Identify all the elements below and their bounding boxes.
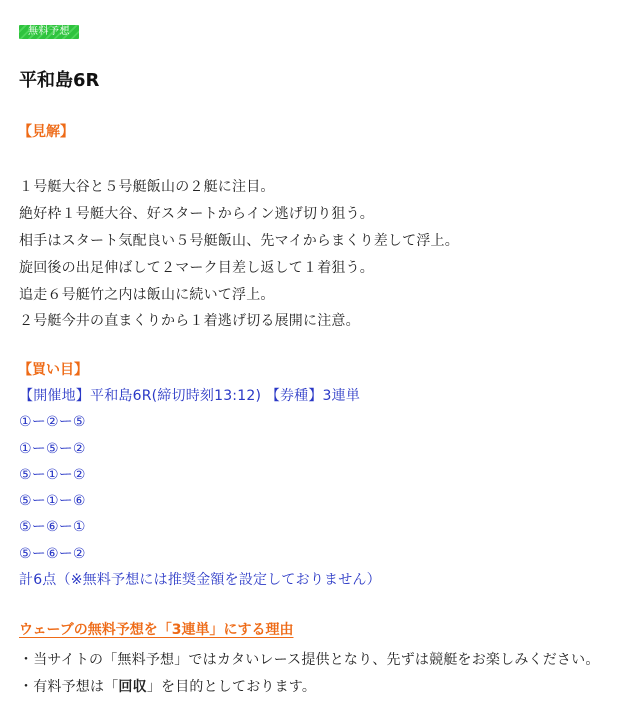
bet-combination: ①ー⑤ー② — [19, 441, 86, 457]
bet-combination: ⑤ー⑥ー② — [19, 546, 86, 562]
reason-line-1: ・当サイトの「無料予想」ではカタいレース提供となり、先ずは競艇をお楽しみください。 — [19, 652, 600, 668]
view-line: ２号艇今井の直まくりから１着逃げ切る展開に注意。 — [19, 313, 360, 329]
view-heading: 【見解】 — [18, 124, 74, 140]
bet-total: 計6点（※無料予想には推奨金額を設定しておりません） — [19, 572, 381, 588]
reason-line-2-suffix: 」を目的としております。 — [146, 679, 317, 695]
view-line: 相手はスタート気配良い５号艇飯山、先マイからまくり差して浮上。 — [19, 233, 459, 249]
reason-line-2-prefix: ・有料予想は「 — [19, 679, 119, 695]
bet-combination: ①ー②ー⑤ — [19, 414, 86, 430]
reason-line-2-emphasis: 回収 — [118, 679, 147, 695]
buy-heading: 【買い目】 — [18, 362, 88, 378]
bet-combination: ⑤ー①ー② — [19, 467, 86, 483]
bet-combination: ⑤ー⑥ー① — [19, 519, 86, 535]
view-line: 絶好枠１号艇大谷、好スタートからイン逃げ切り狙う。 — [19, 206, 374, 222]
venue-info: 【開催地】平和島6R(締切時刻13:12) 【券種】3連単 — [19, 388, 361, 404]
reason-heading: ウェーブの無料予想を「3連単」にする理由 — [19, 622, 294, 638]
view-line: 追走６号艇竹之内は飯山に続いて浮上。 — [19, 287, 275, 303]
view-line: １号艇大谷と５号艇飯山の２艇に注目。 — [19, 179, 275, 195]
view-line: 旋回後の出足伸ばして２マーク目差し返して１着狙う。 — [19, 260, 374, 276]
reason-line-2 — [19, 676, 316, 696]
page-title: 平和島6R — [19, 70, 100, 91]
free-prediction-badge: 無料予想 — [19, 25, 79, 39]
bet-combination: ⑤ー①ー⑥ — [19, 493, 86, 509]
